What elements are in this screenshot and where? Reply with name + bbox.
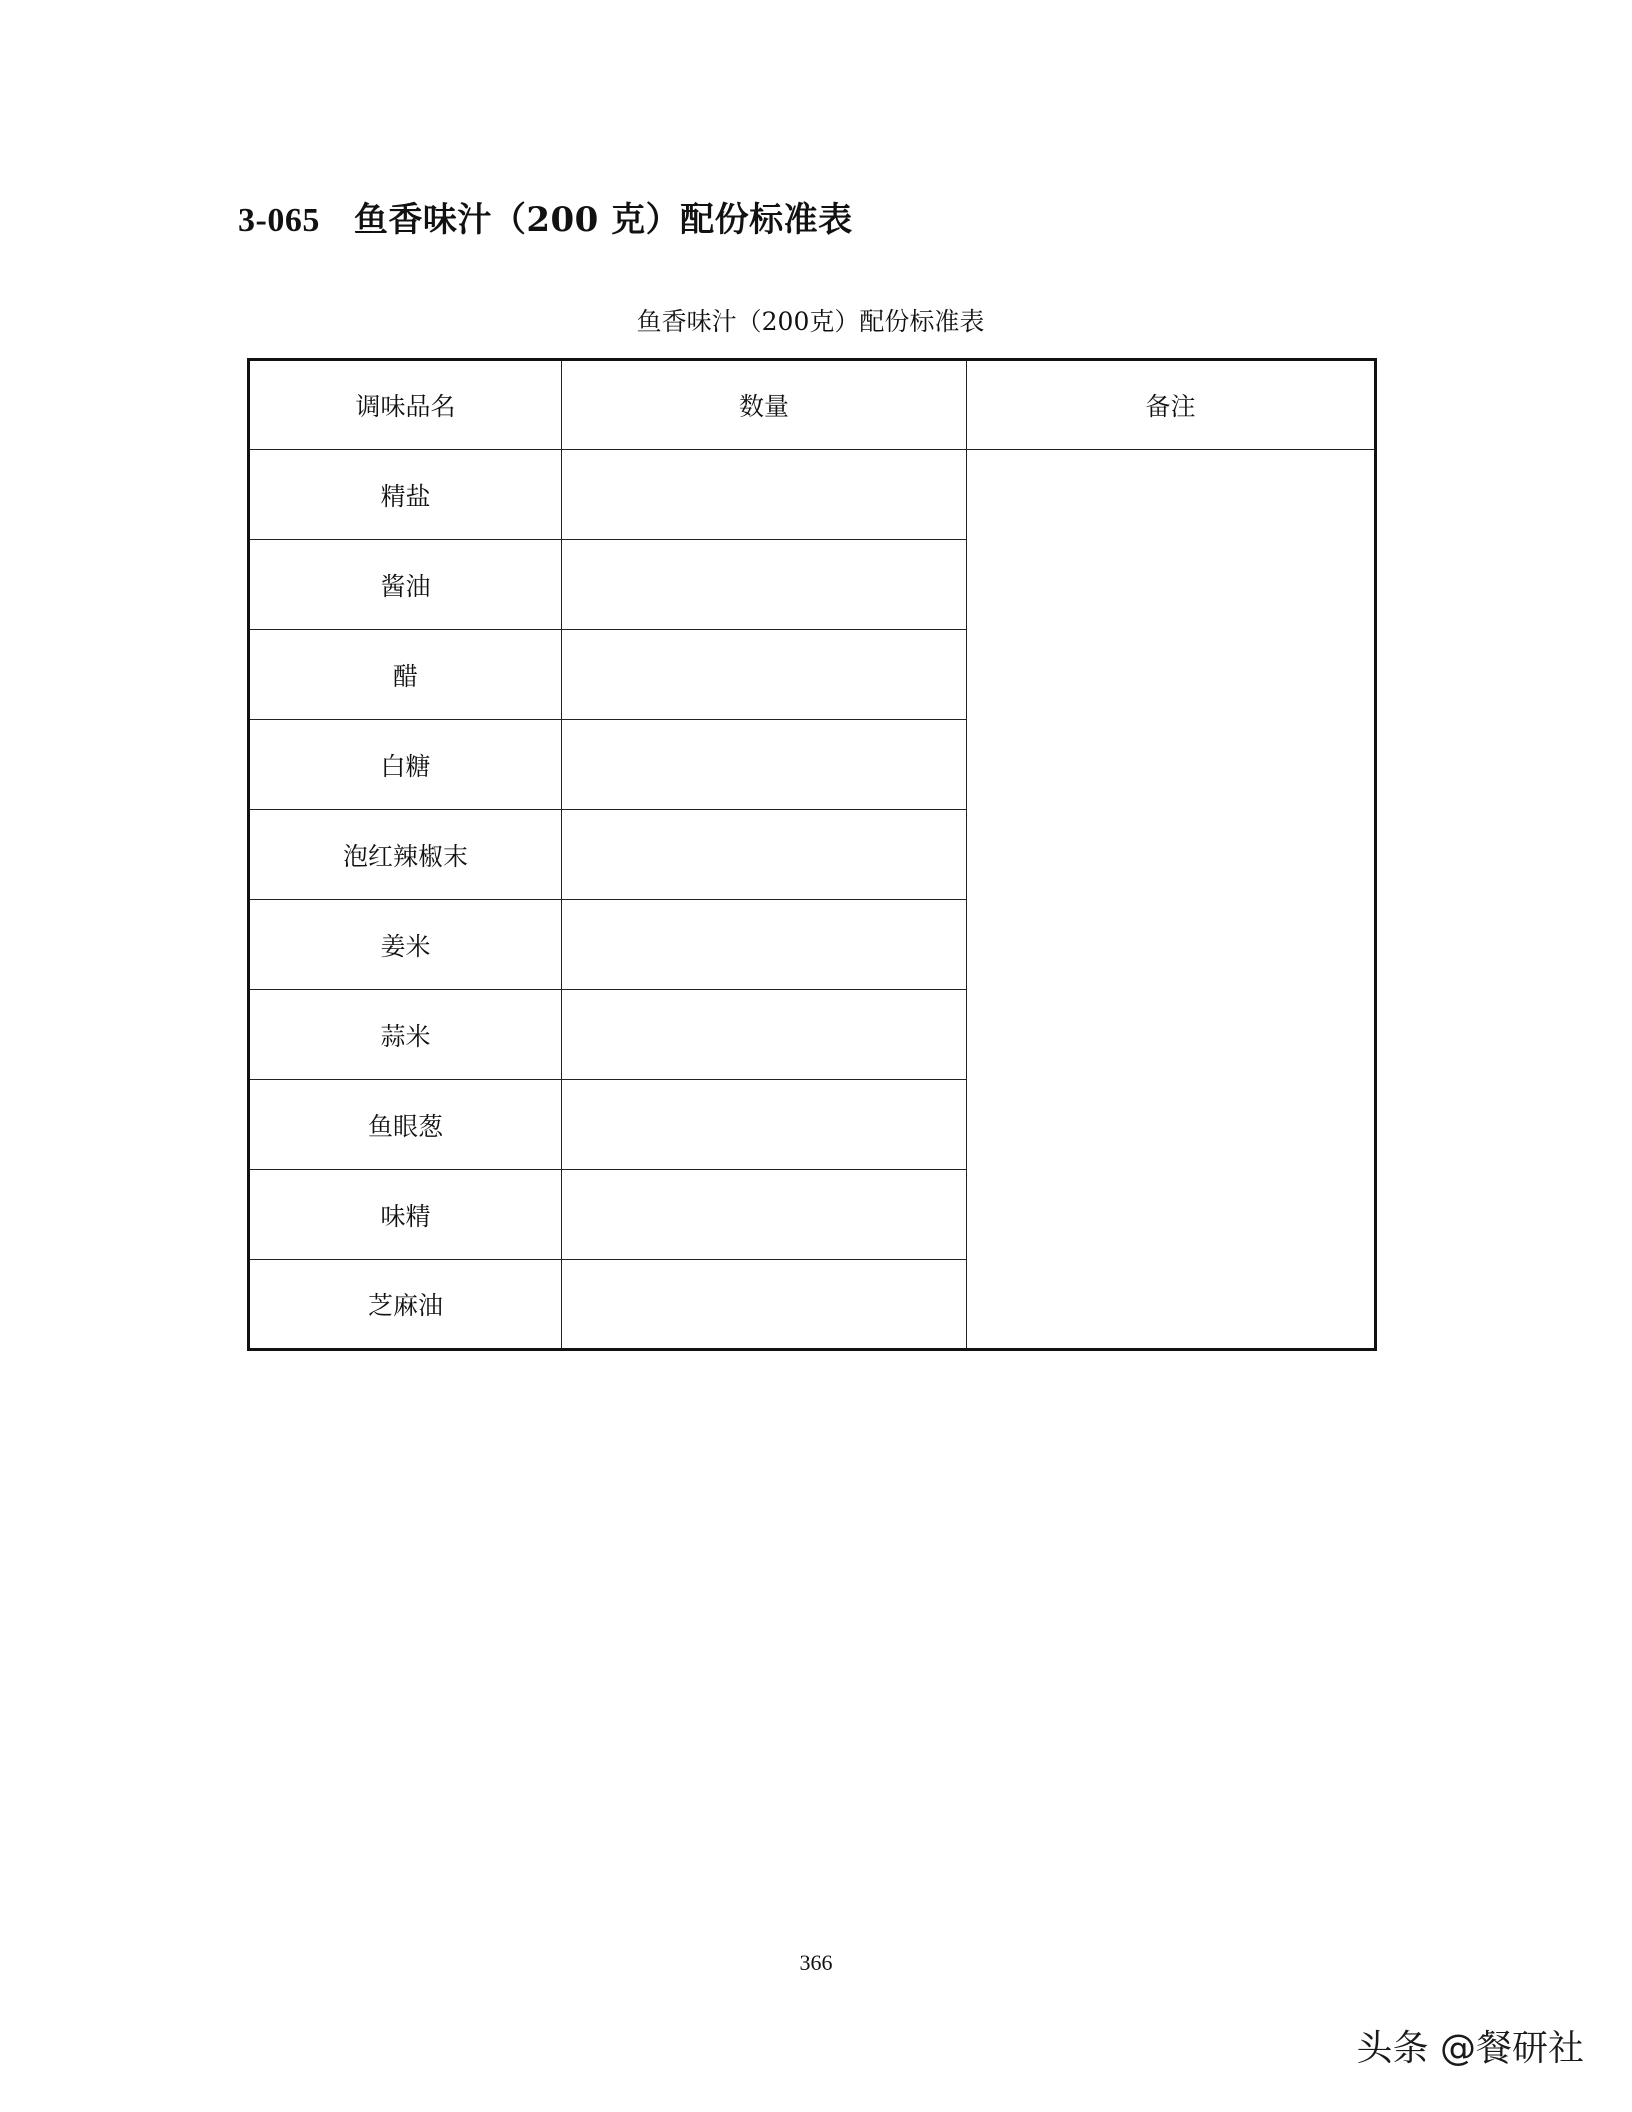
seasoning-name-cell: 泡红辣椒末 [249,810,562,900]
ration-table [247,358,1377,1351]
quantity-cell [562,1170,967,1260]
table-header-row [249,360,1376,450]
header-note: 备注 [967,360,1376,450]
quantity-cell [562,450,967,540]
page-number: 366 [799,1950,833,1975]
seasoning-name-cell: 味精 [249,1170,562,1260]
quantity-cell [562,540,967,630]
section-heading [238,192,853,241]
quantity-cell [562,900,967,990]
seasoning-name-cell: 白糖 [249,720,562,810]
seasoning-name-cell: 姜米 [249,900,562,990]
section-title: 鱼香味汁（200 克）配份标准表 [353,200,853,240]
seasoning-name-cell: 芝麻油 [249,1260,562,1350]
quantity-cell [562,990,967,1080]
header-seasoning-name: 调味品名 [249,360,562,450]
quantity-cell [562,1080,967,1170]
seasoning-name-cell: 醋 [249,630,562,720]
quantity-cell [562,720,967,810]
watermark: 头条 @餐研社 [1356,2028,1584,2069]
seasoning-name-cell: 酱油 [249,540,562,630]
note-cell [967,450,1376,1350]
table-caption: 鱼香味汁（200克）配份标准表 [636,307,985,336]
header-quantity: 数量 [562,360,967,450]
quantity-cell [562,1260,967,1350]
seasoning-name-cell: 蒜米 [249,990,562,1080]
quantity-cell [562,630,967,720]
section-code: 3-065 [238,202,320,239]
seasoning-name-cell: 精盐 [249,450,562,540]
quantity-cell [562,810,967,900]
table-row [249,450,1376,540]
seasoning-name-cell: 鱼眼葱 [249,1080,562,1170]
